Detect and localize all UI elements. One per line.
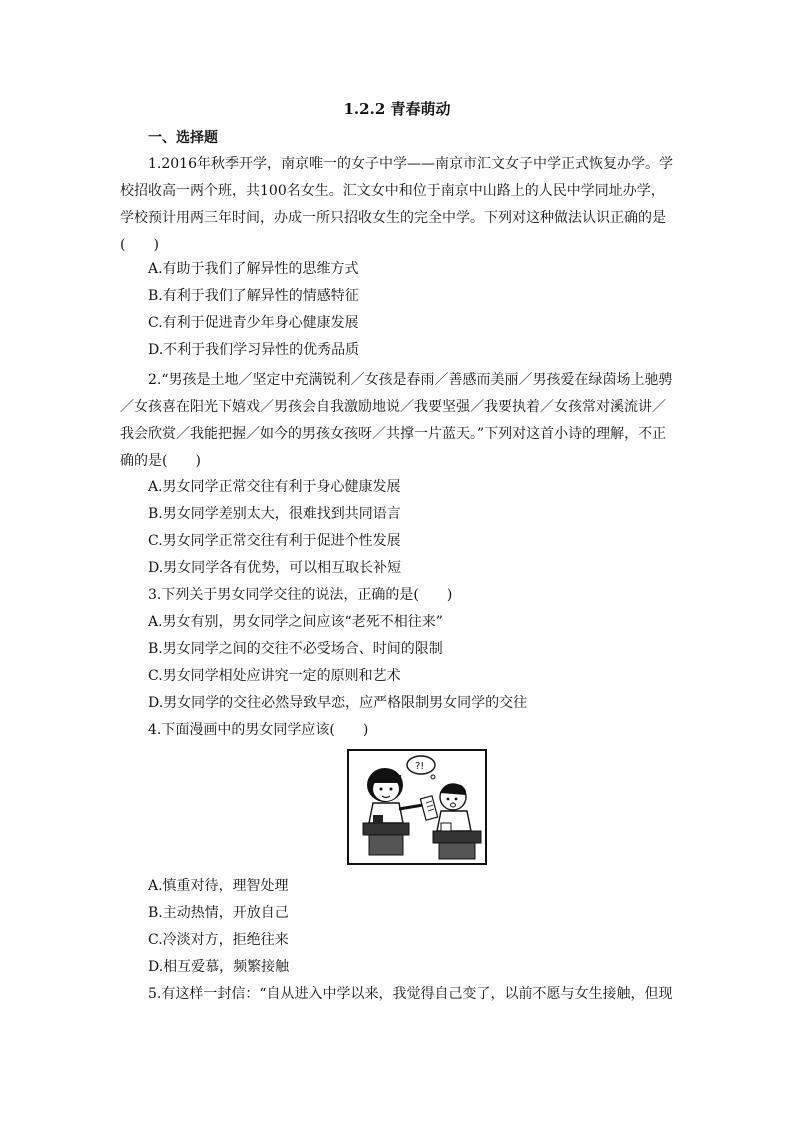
question-1-option-d: D.不利于我们学习异性的优秀品质 xyxy=(148,342,360,358)
svg-text:?!: ?! xyxy=(415,761,425,772)
question-2-option-a: A.男女同学正常交往有利于身心健康发展 xyxy=(148,479,401,495)
question-2-option-d: D.男女同学各有优势，可以相互取长补短 xyxy=(148,560,402,576)
question-1-line: 学校预计用两三年时间，办成一所只招收女生的完全中学。下列对这种做法认识正确的是 xyxy=(120,210,666,226)
question-1-line: 校招收高一两个班，共100名女生。汇文女中和位于南京中山路上的人民中学同址办学， xyxy=(120,183,665,199)
question-3-option-b: B.男女同学之间的交往不必受场合、时间的限制 xyxy=(148,641,443,657)
question-2-line: 2.“男孩是土地／坚定中充满锐利／女孩是春雨／善感而美丽／男孩爱在绿茵场上驰骋 xyxy=(148,372,673,388)
page-title: 1.2.2 青春萌动 xyxy=(343,100,451,118)
question-1-option-a: A.有助于我们了解异性的思维方式 xyxy=(148,261,359,277)
question-3-option-a: A.男女有别，男女同学之间应该“老死不相往来” xyxy=(148,614,443,630)
question-1-line: 1.2016年秋季开学，南京唯一的女子中学——南京市汇文女子中学正式恢复办学。学 xyxy=(148,156,673,172)
question-3-stem: 3.下列关于男女同学交往的说法，正确的是( ) xyxy=(148,587,453,603)
question-1-option-c: C.有利于促进青少年身心健康发展 xyxy=(148,315,359,331)
question-3-option-c: C.男女同学相处应讲究一定的原则和艺术 xyxy=(148,668,401,684)
question-5-stem: 5.有这样一封信：“自从进入中学以来，我觉得自己变了，以前不愿与女生接触，但现 xyxy=(148,986,673,1002)
question-2-line: 确的是( ) xyxy=(120,453,201,469)
question-3-option-d: D.男女同学的交往必然导致早恋，应严格限制男女同学的交往 xyxy=(148,695,528,711)
question-4-option-c: C.冷淡对方，拒绝往来 xyxy=(148,932,289,948)
question-4-option-d: D.相互爱慕，频繁接触 xyxy=(148,959,290,975)
comic-drawing xyxy=(349,751,485,863)
question-2-stem xyxy=(120,367,680,475)
question-2-line: ／女孩喜在阳光下嬉戏／男孩会自我激励地说／我要坚强／我要执着／女孩常对溪流讲／ xyxy=(120,399,666,415)
question-2-option-c: C.男女同学正常交往有利于促进个性发展 xyxy=(148,533,401,549)
question-2-line: 我会欣赏／我能把握／如今的男孩女孩呀／共撑一片蓝天。”下列对这首小诗的理解，不正 xyxy=(120,426,667,442)
question-4-option-a: A.慎重对待，理智处理 xyxy=(148,878,289,894)
question-1-option-b: B.有利于我们了解异性的情感特征 xyxy=(148,288,359,304)
question-1-stem xyxy=(120,151,680,259)
question-4-stem: 4.下面漫画中的男女同学应该( ) xyxy=(148,722,369,738)
comic-illustration xyxy=(347,749,487,865)
question-4-option-b: B.主动热情，开放自己 xyxy=(148,905,289,921)
question-2-option-b: B.男女同学差别太大，很难找到共同语言 xyxy=(148,506,401,522)
section-heading: 一、选择题 xyxy=(148,130,218,146)
question-1-line: ( ) xyxy=(120,237,159,253)
